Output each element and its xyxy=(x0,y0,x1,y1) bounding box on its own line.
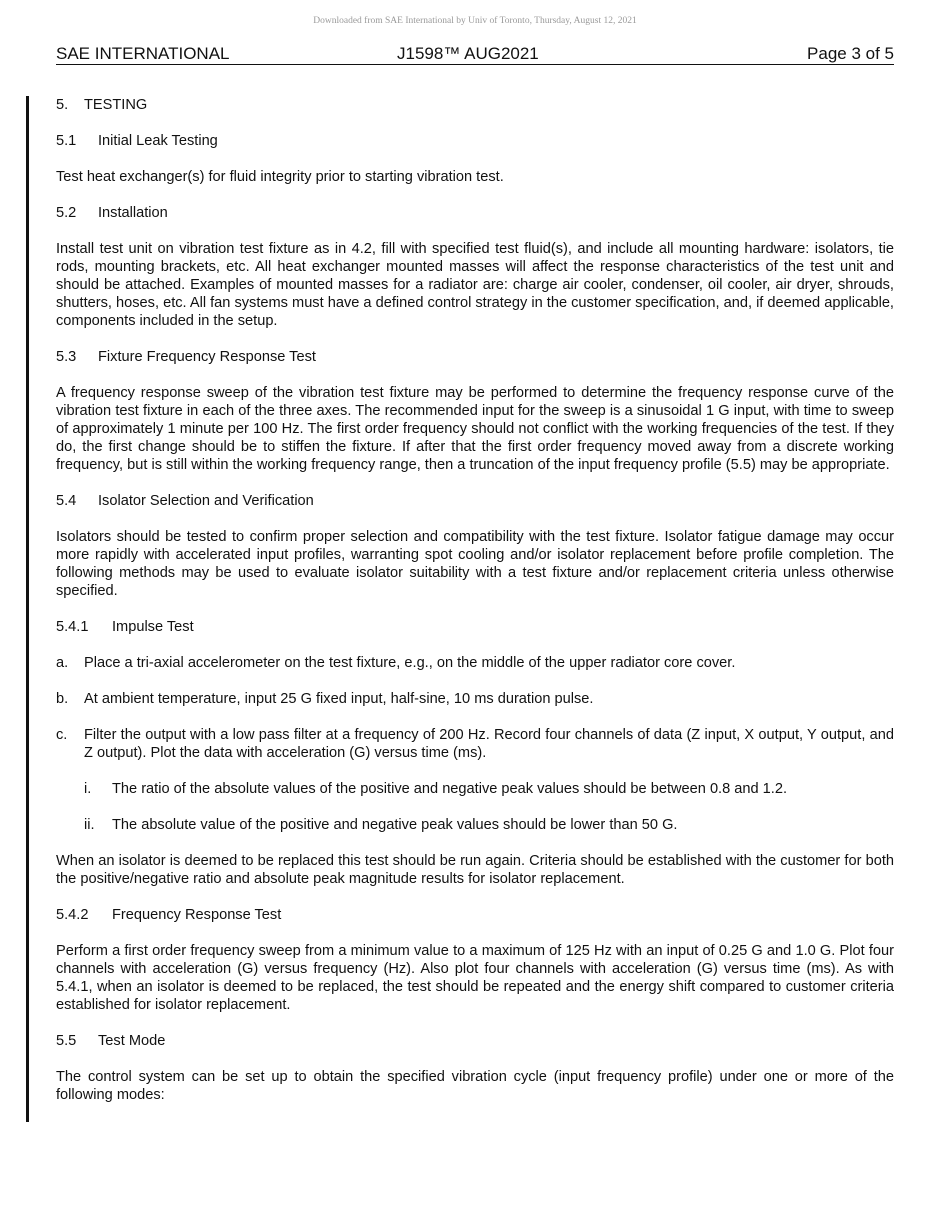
heading-title: Isolator Selection and Verification xyxy=(98,493,314,509)
list-item xyxy=(56,726,894,762)
sub-list-item xyxy=(56,816,894,834)
list-text: At ambient temperature, input 25 G fixed input, half-sine, 10 ms duration pulse. xyxy=(84,691,594,707)
heading-title: Initial Leak Testing xyxy=(98,133,218,149)
sub-list-marker: ii. xyxy=(84,817,95,833)
paragraph-5-1: Test heat exchanger(s) for fluid integrity prior to starting vibration test. xyxy=(56,169,504,185)
sub-list-item xyxy=(56,780,894,798)
paragraph-5-4-1-closing: When an isolator is deemed to be replaced this test should be run again. Criteria should be established with the customer for both the positive/negative ratio and absolute peak magnitude results for isolator replacement. xyxy=(56,853,894,887)
heading-5-1 xyxy=(56,132,894,150)
list-marker: a. xyxy=(56,655,69,671)
heading-number: 5. xyxy=(56,97,69,113)
heading-number: 5.4.1 xyxy=(56,619,89,635)
heading-title: Installation xyxy=(98,205,168,221)
heading-5-4-2 xyxy=(56,906,894,924)
heading-5-3 xyxy=(56,348,894,366)
list-marker: b. xyxy=(56,691,69,707)
heading-number: 5.4 xyxy=(56,493,77,509)
heading-number: 5.5 xyxy=(56,1033,77,1049)
document-body xyxy=(56,96,894,1104)
header-doc-id: J1598™ AUG2021 xyxy=(397,44,539,63)
sub-list-text: The absolute value of the positive and negative peak values should be lower than 50 G. xyxy=(112,817,678,833)
heading-5 xyxy=(56,96,894,114)
heading-title: TESTING xyxy=(84,97,148,113)
heading-title: Impulse Test xyxy=(112,619,194,635)
heading-title: Frequency Response Test xyxy=(112,907,282,923)
revision-change-bar xyxy=(26,96,29,1122)
download-watermark: Downloaded from SAE International by Univ of Toronto, Thursday, August 12, 2021 xyxy=(313,16,637,26)
header-page-number: Page 3 of 5 xyxy=(807,44,894,63)
list-item xyxy=(56,690,894,708)
heading-number: 5.2 xyxy=(56,205,77,221)
paragraph-5-3: A frequency response sweep of the vibration test fixture may be performed to determine the frequency response curve of the vibration test fixture in each of the three axes. The recommended input for the sweep is a sinusoidal 1 G input, with time to sweep of approximately 1 minute per 100 Hz. The first order frequency should not conflict with the working frequencies of the test. If they do, the first change should be to stiffen the fixture. If after that the first order frequency moved away from a discrete working frequency, but is still within the working frequency range, then a truncation of the input frequency profile (5.5) may be appropriate. xyxy=(56,385,894,473)
list-marker: c. xyxy=(56,727,68,743)
list-text: Place a tri-axial accelerometer on the test fixture, e.g., on the middle of the upper radiator core cover. xyxy=(84,655,736,671)
paragraph-5-4-2: Perform a first order frequency sweep from a minimum value to a maximum of 125 Hz with an input of 0.25 G and 1.0 G. Plot four channels with acceleration (G) versus frequency (Hz). Also plot four channels with acceleration (G) versus time (ms). As with 5.4.1, when an isolator is deemed to be replaced, the test should be repeated and the energy shift compared to customer criteria established for isolator replacement. xyxy=(56,943,894,1013)
sub-list-text: The ratio of the absolute values of the positive and negative peak values should be between 0.8 and 1.2. xyxy=(112,781,788,797)
list-text: Filter the output with a low pass filter at a frequency of 200 Hz. Record four channels of data (Z input, X output, Y output, and Z output). Plot the data with acceleration (G) versus time (ms). xyxy=(84,727,894,761)
heading-5-2 xyxy=(56,204,894,222)
page-header xyxy=(56,44,894,65)
heading-5-4-1 xyxy=(56,618,894,636)
heading-number: 5.4.2 xyxy=(56,907,89,923)
heading-number: 5.3 xyxy=(56,349,77,365)
heading-title: Fixture Frequency Response Test xyxy=(98,349,316,365)
sub-list-marker: i. xyxy=(84,781,92,797)
heading-5-5 xyxy=(56,1032,894,1050)
heading-5-4 xyxy=(56,492,894,510)
paragraph-5-2: Install test unit on vibration test fixture as in 4.2, fill with specified test fluid(s), and include all mounting hardware: isolators, tie rods, mounting brackets, etc. All heat exchanger mounted masses will affect the response characteristics of the test unit and should be attached. Examples of mounted masses for a radiator are: charge air cooler, condenser, oil cooler, air dryer, shrouds, shutters, hoses, etc. All fan systems must have a defined control strategy in the customer specification, and, if deemed applicable, components included in the setup. xyxy=(56,241,894,329)
heading-title: Test Mode xyxy=(98,1033,166,1049)
paragraph-5-4: Isolators should be tested to confirm proper selection and compatibility with the test fixture. Isolator fatigue damage may occur more rapidly with accelerated input profiles, warranting spot cooling and/or isolator replacement before profile completion. The following methods may be used to evaluate isolator suitability with a test fixture and/or replacement criteria unless otherwise specified. xyxy=(56,529,894,599)
heading-number: 5.1 xyxy=(56,133,77,149)
paragraph-5-5: The control system can be set up to obtain the specified vibration cycle (input frequency profile) under one or more of the following modes: xyxy=(56,1069,894,1103)
list-item xyxy=(56,654,894,672)
header-org: SAE INTERNATIONAL xyxy=(56,44,230,63)
